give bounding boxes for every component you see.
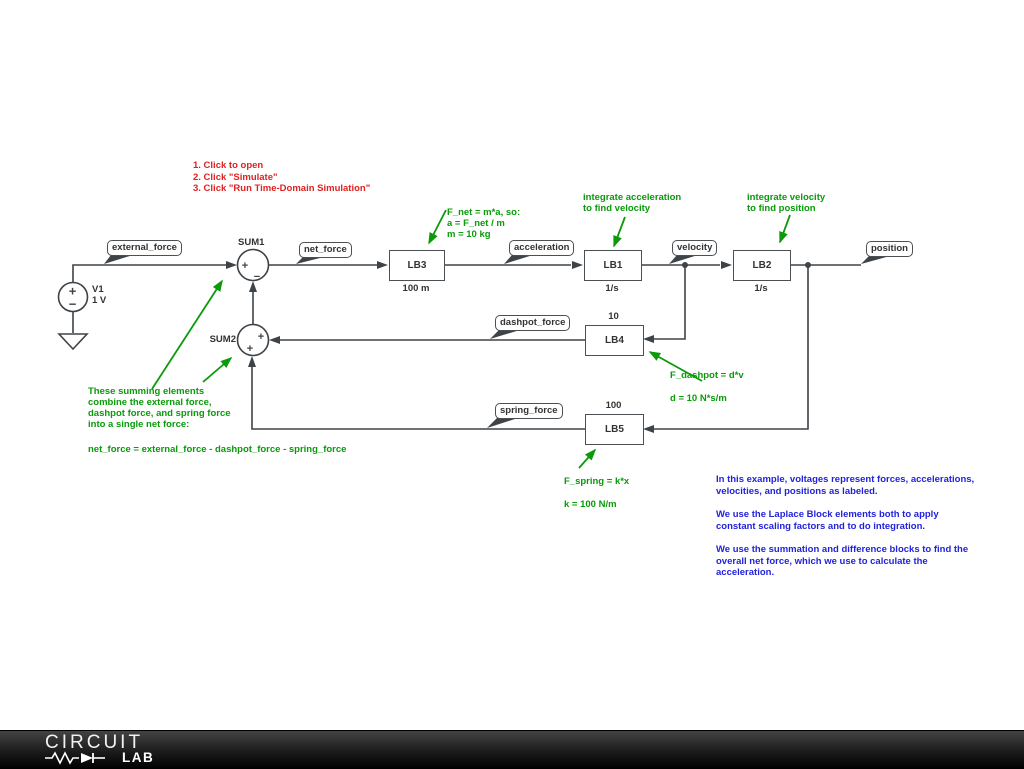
junction-velocity: [682, 262, 688, 268]
resistor-diode-icon: [45, 751, 121, 765]
integrate-vel-line: to find position: [747, 203, 816, 214]
summing-formula: net_force = external_force - dashpot_force - spring_force: [88, 444, 347, 455]
explanation-paragraph: In this example, voltages represent forces, accelerations, velocities, and positions as labeled.: [716, 474, 975, 497]
summing-note: [88, 386, 231, 430]
integrate-accel-note: [583, 192, 681, 214]
footer-bar: [0, 730, 1024, 769]
netlabel-velocity[interactable]: velocity: [672, 240, 717, 256]
v1-value: 1 V: [92, 295, 107, 306]
green-arrow-to-lb1: [614, 217, 625, 246]
source-plus-sign: +: [68, 283, 77, 299]
arrow-into-lb2: [721, 261, 732, 269]
circuitlab-logo[interactable]: [45, 733, 154, 764]
laplace-block-lb5[interactable]: LB5: [585, 414, 644, 445]
lb3-param: 100 m: [402, 283, 430, 294]
source-minus-sign: −: [68, 296, 77, 312]
wire-lb5-to-sum2: [252, 367, 585, 429]
v1-name: V1: [92, 284, 104, 295]
f-spring-line1: F_spring = k*x: [564, 476, 630, 487]
lb2-param: 1/s: [754, 283, 768, 294]
summing-line: These summing elements: [88, 386, 205, 397]
f-dashpot-line1: F_dashpot = d*v: [670, 370, 744, 381]
wire-velocity-feedback: [654, 265, 685, 339]
f-net-line: m = 10 kg: [447, 229, 491, 240]
arrow-into-lb4: [643, 335, 654, 343]
integrate-vel-line: integrate velocity: [747, 192, 826, 203]
summing-line: dashpot force, and spring force: [88, 408, 231, 419]
f-spring-line2: k = 100 N/m: [564, 499, 617, 510]
netlabel-position[interactable]: position: [866, 241, 913, 257]
arrow-into-sum1-left: [226, 261, 237, 269]
lb4-param: 10: [608, 311, 619, 322]
lb5-param: 100: [605, 400, 622, 411]
sum1-label: SUM1: [238, 237, 265, 248]
green-arrow-to-sum2: [203, 358, 231, 382]
tail-dashpot-force: [490, 330, 520, 339]
sum1-left-sign: +: [241, 260, 249, 272]
logo-circuit-text: CIRCUIT: [45, 732, 144, 753]
wire-arrowheads: [226, 261, 732, 433]
explanation-note: [716, 474, 978, 591]
sum2-label: SUM2: [209, 334, 236, 345]
sum1-element[interactable]: [238, 250, 269, 284]
sum2-element[interactable]: [238, 325, 269, 356]
tail-acceleration: [504, 255, 533, 264]
instruction-line: 1. Click to open: [193, 160, 264, 171]
instruction-line: 2. Click "Simulate": [193, 171, 278, 183]
f-net-line: F_net = m*a, so:: [447, 207, 521, 218]
f-net-note: [447, 207, 520, 240]
explanation-paragraph: We use the summation and difference blocks to find the overall net force, which we use to calculate the acceleration.: [716, 544, 969, 578]
arrow-into-sum2-right: [269, 336, 280, 344]
voltage-source-v1[interactable]: [59, 283, 88, 312]
integrate-accel-line: to find velocity: [583, 203, 651, 214]
junction-position: [805, 262, 811, 268]
green-arrow-to-lb3: [429, 210, 446, 243]
laplace-block-lb2[interactable]: LB2: [733, 250, 791, 281]
f-dashpot-line2: d = 10 N*s/m: [670, 393, 727, 404]
lb1-param: 1/s: [605, 283, 619, 294]
arrow-into-lb1: [572, 261, 583, 269]
wire-source-to-sum1: [73, 265, 226, 283]
ground-symbol[interactable]: [59, 334, 87, 349]
laplace-block-lb3[interactable]: LB3: [389, 250, 445, 281]
netlabel-net-force[interactable]: net_force: [299, 242, 352, 258]
sum2-bottom-sign: +: [246, 343, 254, 355]
integrate-vel-note: [747, 192, 825, 214]
arrow-into-sum2-bottom: [248, 356, 256, 367]
explanation-paragraph: We use the Laplace Block elements both to apply constant scaling factors and to do integration.: [716, 509, 939, 532]
instruction-line: 3. Click "Run Time-Domain Simulation": [193, 183, 371, 194]
sum2-right-sign: +: [257, 331, 265, 343]
arrow-into-lb5: [643, 425, 654, 433]
laplace-block-lb4[interactable]: LB4: [585, 325, 644, 356]
integrate-accel-line: integrate acceleration: [583, 192, 682, 203]
summing-line: combine the external force,: [88, 397, 212, 408]
netlabel-acceleration[interactable]: acceleration: [509, 240, 574, 256]
arrow-into-lb3: [377, 261, 388, 269]
logo-lab-text: LAB: [122, 750, 155, 765]
laplace-block-lb1[interactable]: LB1: [584, 250, 642, 281]
summing-line: into a single net force:: [88, 419, 190, 430]
tail-spring-force: [487, 418, 518, 428]
green-arrow-to-lb2: [780, 215, 790, 242]
instructions-note: [193, 160, 370, 195]
f-net-line: a = F_net / m: [447, 218, 505, 229]
netlabel-external-force[interactable]: external_force: [107, 240, 182, 256]
sum1-bottom-sign: −: [253, 271, 261, 283]
green-arrow-to-lb5: [579, 450, 595, 468]
netlabel-dashpot-force[interactable]: dashpot_force: [495, 315, 570, 331]
tail-position: [861, 256, 890, 264]
tail-net-force: [296, 257, 324, 264]
netlabel-spring-force[interactable]: spring_force: [495, 403, 563, 419]
tail-external-force: [104, 255, 133, 264]
